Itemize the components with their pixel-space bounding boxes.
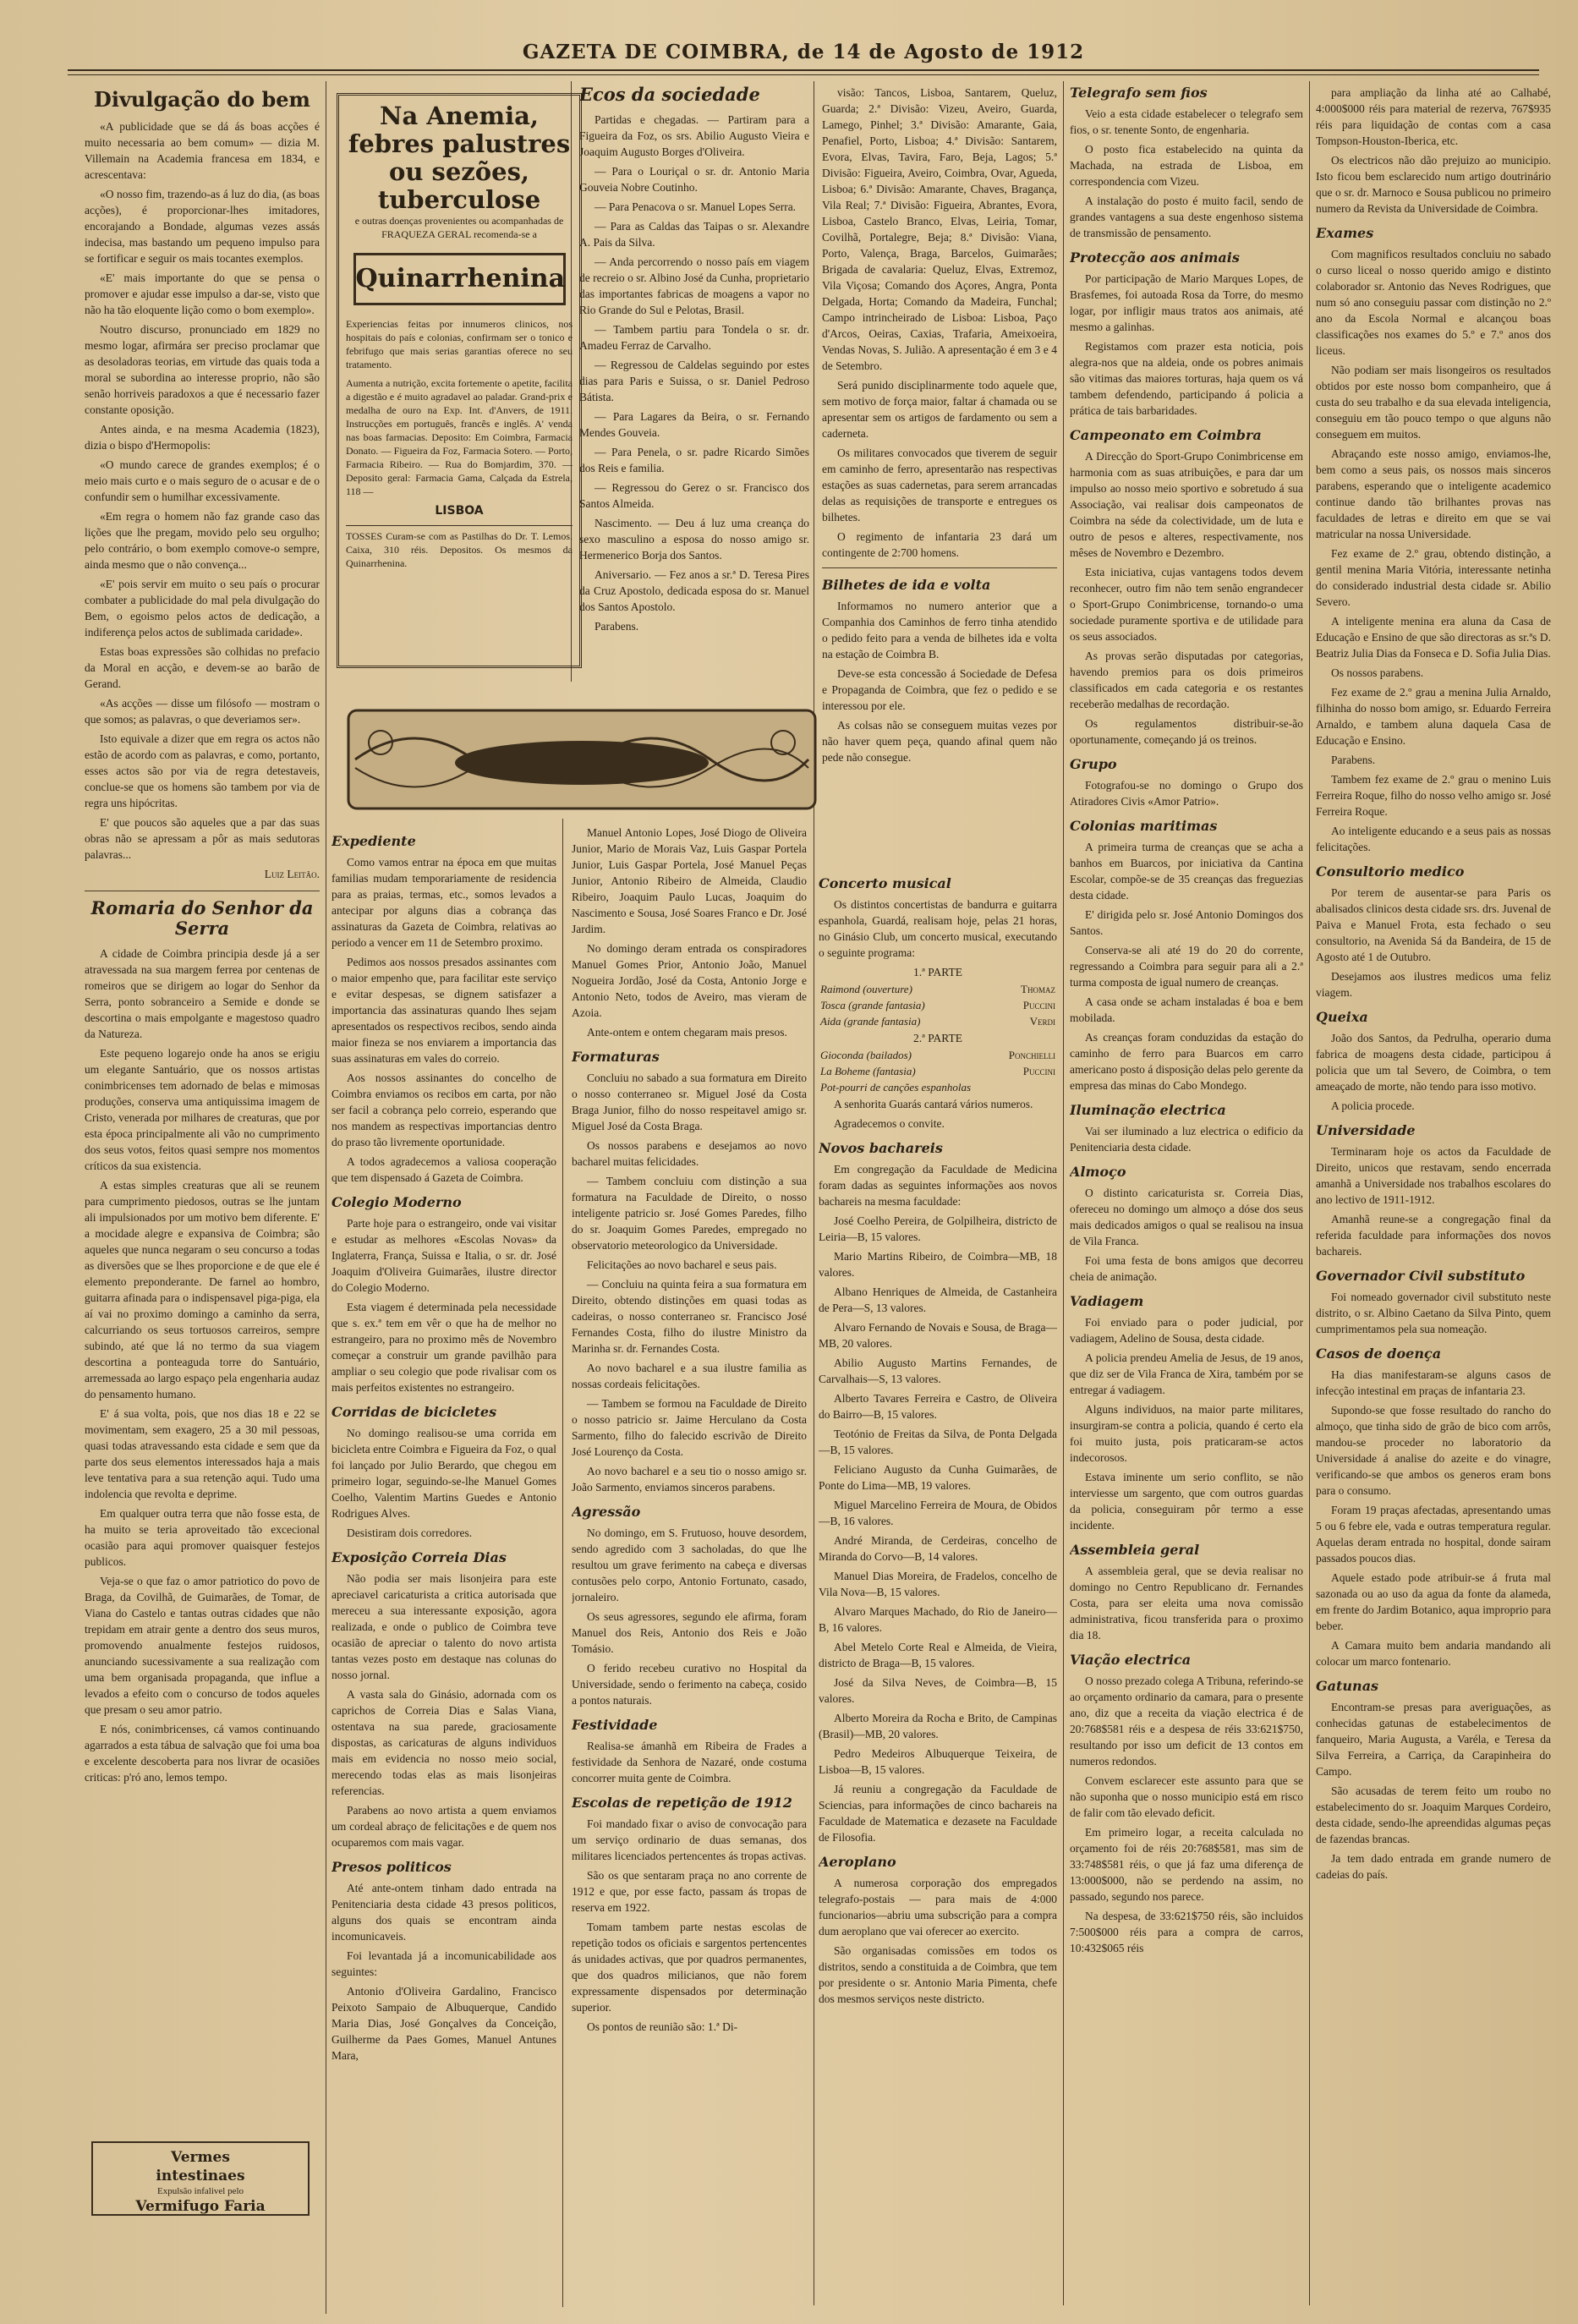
paragraph: — Para Penacova o sr. Manuel Lopes Serra. [594, 200, 797, 213]
paragraph: Agradecemos o convite. [834, 1117, 945, 1130]
ad-line: intestinaes [156, 2168, 245, 2184]
paragraph: «O nosso fim, trazendo-as á luz do dia, (as boas acções), é proporcionar-lhes imitadores, encorajando a Bondade, algumas vezes assás indecisa, mas bastando um pequeno impulso para se fortificar e seguir os mais tocantes exemplos. [85, 188, 320, 265]
paragraph: Esta viagem é determinada pela necessidade que s. ex.ª tem em vêr o que ha de melhor no estrangeiro, para no proximo mês de Novembro começar a construir um grande pavilhão para ampliar o seu colegio que pode rivalisar com os mais perfeitos existentes no estrangeiro. [331, 1301, 556, 1394]
paragraph: Os regulamentos distribuir-se-ão oportunamente, começando já os treinos. [1070, 717, 1303, 746]
paragraph: Veja-se o que faz o amor patriotico do povo de Braga, da Covilhã, de Guimarães, de Tomar, de Viana do Castelo e tantas outras cidades que não trepidam em atrair gente a dentro dos seus muros, promovendo anualmente festejos ruidosos, anunciando sucessivamente a sua realização com uma bem organisada propaganda, que influe a levados a efeito com o concurso de todos aqueles que presam o seu amor patrio. [85, 1575, 320, 1716]
paragraph: Em primeiro logar, a receita calculada no orçamento foi de réis 20:768$581, mas sim de 33:748$581 réis, o que já faz uma diferença de 13:000$000, não se perdendo na assim, no passado, segundo nos parece. [1070, 1826, 1303, 1903]
section-title: Assembleia geral [1070, 1542, 1200, 1558]
paragraph: Desejamos aos ilustres medicos uma feliz viagem. [1316, 970, 1551, 999]
section-title: Colonias maritimas [1070, 818, 1218, 834]
paragraph: «Em regra o homem não faz grande caso das lições que lhe pregam, movido pelo seu orgulho; pelo contrário, o bom exemplo comove-o sempre, ainda mesmo que o não convença... [85, 510, 320, 571]
paragraph: Não podiam ser mais lisongeiros os resultados obtidos por este nosso bom companheiro, que á custa do seu trabalho e da sua elevada inteligencia, conseguiu em tão pouco tempo o que alguns não conseguem em muitos. [1316, 364, 1551, 441]
paragraph: Nascimento. — Deu á luz uma creança do sexo masculino a esposa do nosso amigo sr. Hermenerico Borja dos Santos. [579, 517, 809, 562]
section-title: Festividade [572, 1717, 658, 1733]
paragraph: Alberto Tavares Ferreira e Castro, de Oliveira do Bairro—B, 15 valores. [819, 1392, 1057, 1421]
section-title: Bilhetes de ida e volta [822, 577, 991, 593]
paragraph: Parabens ao novo artista a quem enviamos um cordeal abraço de felicitações e de quem nos ocuparemos com mais vagar. [331, 1804, 556, 1849]
ad-line: Vermifugo Faria [135, 2198, 266, 2215]
paragraph: São acusadas de terem feito um roubo no estabelecimento do sr. Joaquim Marques Cordeiro, desta cidade, sendo-lhe apreendidas algumas peças de fazendas brancas. [1316, 1784, 1551, 1845]
paragraph: «E' pois servir em muito o seu país o procurar combater a publicidade do mal pela divulgação do Bem, o egoismo pelos actos de dedicação, a indiferença pelos actos de sublimada caridade». [85, 578, 320, 639]
paragraph: A instalação do posto é muito facil, sendo de grandes vantagens a sua deste engenhoso sistema de transmissão de pensamento. [1070, 195, 1303, 239]
paragraph: Ante-ontem e ontem chegaram mais presos. [587, 1026, 787, 1039]
program-author: Puccini [1022, 1065, 1055, 1077]
paragraph: — Para o Louriçal o sr. dr. Antonio Maria Gouveia Nobre Coutinho. [579, 165, 809, 194]
section-title: Corridas de bicicletes [331, 1404, 497, 1420]
paragraph: Isto equivale a dizer que em regra os actos não estão de acordo com as palavras, e como, portanto, esses actos são por via de regra detestaveis, conclue-se que os homens são tambem por via de regra uns hipócritas. [85, 732, 320, 809]
paragraph: Teotónio de Freitas da Silva, de Ponta Delgada—B, 15 valores. [819, 1428, 1057, 1456]
paragraph: Será punido disciplinarmente todo aquele que, sem motivo de força maior, faltar á chamada ou se apresentar sem os artigos de fardamento ou sem a caderneta. [822, 379, 1057, 440]
section-title: Formaturas [572, 1049, 660, 1065]
section-title: Expediente [331, 833, 416, 849]
paragraph: E' dirigida pelo sr. José Antonio Domingos dos Santos. [1070, 908, 1303, 937]
paragraph: Parte hoje para o estrangeiro, onde vai visitar e estudar as melhores «Escolas Novas» da Inglaterra, França, Suissa e Italia, o sr. dr. José Joaquim d'Oliveira Guimarães, ilustre director do Colegio Moderno. [331, 1217, 556, 1294]
paragraph: Foi uma festa de bons amigos que decorreu cheia de animação. [1070, 1254, 1303, 1283]
paragraph: Miguel Marcelino Ferreira de Moura, de Obidos—B, 16 valores. [819, 1499, 1057, 1527]
paragraph: Aos nossos assinantes do concelho de Coimbra enviamos os recibos em carta, por não ser facil a cobrança pelo correio, esperando que nos mandem as respectivas importancias dentro do praso tão livremente oportunidade. [331, 1072, 556, 1148]
paragraph: Noutro discurso, pronunciado em 1829 no mesmo logar, afirmára ser preciso proclamar que as desoladoras teorias, em virtude das quais toda a moral se subordina ao interesse proprio, não são senão horriveis paradoxos a que é necessario fazer constante oposição. [85, 323, 320, 416]
paragraph: Pedro Medeiros Albuquerque Teixeira, de Lisboa—B, 15 valores. [819, 1747, 1057, 1776]
paragraph: Alvaro Marques Machado, do Rio de Janeiro—B, 16 valores. [819, 1605, 1057, 1634]
paragraph: Com magnificos resultados concluiu no sabado o curso liceal o nosso querido amigo e distinto colaborador sr. Antonio das Neves Rodrigues, que num só ano conseguiu passar com distinção no 2.º ano da Escola Normal e alcançou boas classificações nos exames do 5.º e 7.º anos dos liceus. [1316, 248, 1551, 357]
column-6 [1070, 85, 1303, 2317]
article-title: Divulgação do bem [94, 87, 310, 112]
paragraph: Aquele estado pode atribuir-se á fruta mal sazonada ou ao uso da agua da fonte da alameda, em frente do Jardim Botanico, aqua improprio para beber. [1316, 1571, 1551, 1632]
top-rule [68, 69, 1539, 75]
paragraph: Como vamos entrar na época em que muitas familias mudam temporariamente de residencia para as praias, termas, etc., somos levados a antecipar por alguns dias a cobrança das assinaturas da Gazeta de Coimbra, relativas ao periodo a vencer em 11 de Setembro proximo. [331, 856, 556, 949]
paragraph: — Tambem concluiu com distinção a sua formatura na Faculdade de Direito, o nosso inteligente patricio sr. José Gomes Paredes, filho do sr. Joaquim Gomes Paredes, empregado no observatorio meteorologico da Universidade. [572, 1175, 807, 1252]
paragraph: Os distintos concertistas de bandurra e guitarra espanhola, Guardá, realisam hoje, pelas 21 horas, no Ginásio Club, um concerto musical, executando o seguinte programa: [819, 898, 1057, 959]
paragraph: Ao novo bacharel e a sua ilustre familia as nossas cordeais felicitações. [572, 1362, 807, 1390]
ad-line: Vermes [171, 2149, 230, 2166]
paragraph: Na despesa, de 33:621$750 réis, são incluidos 7:500$000 réis para a compra de carros, 10:432$065 réis [1070, 1910, 1303, 1954]
paragraph: Alvaro Fernando de Novais e Sousa, de Braga—MB, 20 valores. [819, 1321, 1057, 1350]
paragraph: A casa onde se acham instaladas é boa e bem mobilada. [1070, 995, 1303, 1024]
column-7 [1316, 85, 1551, 2317]
program-work: Pot-pourri de canções espanholas [820, 1081, 972, 1093]
paragraph: «A publicidade que se dá ás boas acções é muito necessaria ao bem comum» — dizia M. Villemain na Academia francesa em 1834, e acrescentava: [85, 120, 320, 181]
paragraph: Ao inteligente educando e a seus pais as nossas felicitações. [1316, 825, 1551, 853]
paragraph: Estas boas expressões são colhidas no prefacio da Moral en acção, e devem-se ao barão de Gerand. [85, 645, 320, 690]
program-author: Verdi [1029, 1015, 1055, 1028]
program-work: Tosca (grande fantasia) [820, 999, 925, 1011]
paragraph: Foi nomeado governador civil substituto neste distrito, o sr. Albino Caetano da Silva Pinto, quem cumprimentamos pela sua nomeação. [1316, 1291, 1551, 1335]
paragraph: Fotografou-se no domingo o Grupo dos Atiradores Civis «Amor Patrio». [1070, 779, 1303, 808]
program-table [819, 1046, 1057, 1096]
paragraph: Amanhã reune-se a congregação final da referida faculdade para informações dos novos bachareis. [1316, 1213, 1551, 1258]
section-title: Telegrafo sem fios [1070, 85, 1208, 101]
section-title: Protecção aos animais [1070, 249, 1240, 266]
paragraph: Os pontos de reunião são: 1.ª Di- [587, 2020, 738, 2033]
program-work: Gioconda (bailados) [820, 1049, 912, 1061]
quinarrhenina-ad [337, 93, 582, 668]
program-part: 1.ª PARTE [913, 966, 962, 978]
paragraph: A assembleia geral, que se devia realisar no domingo no Centro Republicano dr. Fernandes Costa, para ser eleita uma nova comissão administrativa, ficou transferida para o proximo dia 18. [1070, 1565, 1303, 1642]
paragraph: Desistiram dois corredores. [347, 1526, 473, 1539]
paragraph: O ferido recebeu curativo no Hospital da Universidade, sendo o ferimento na cabeça, cosido a pontos naturais. [572, 1662, 807, 1707]
program-row [820, 998, 1055, 1012]
section-title: Exames [1316, 225, 1374, 241]
program-work: La Boheme (fantasia) [820, 1065, 916, 1077]
paragraph: Abel Metelo Corte Real e Almeida, de Vieira, districto de Braga—B, 15 valores. [819, 1641, 1057, 1669]
paragraph: Em qualquer outra terra que não fosse esta, de ha muito se teria aproveitado tão excecional ocasião para aqui promover quaisquer festejos publicos. [85, 1507, 320, 1568]
section-title: Colegio Moderno [331, 1194, 462, 1210]
paragraph: Terminaram hoje os actos da Faculdade de Direito, unicos que restavam, sendo encerrada amanhã a Universidade nos trabalhos escolares do ano lectivo de 1911-1912. [1316, 1145, 1551, 1206]
ad-city: LISBOA [435, 504, 484, 518]
paragraph: Pedimos aos nossos presados assinantes com o maior empenho que, para facilitar este serviço e evitar despesas, se dignem satisfazer a importancia das assinaturas quando lhes sejam apresentados os respectivos recibos, sendo ainda maior fineza se nos enviarem a importancia das suas assinaturas em vales do correio. [331, 956, 556, 1065]
column-3 [331, 825, 556, 2313]
paragraph: Realisa-se ámanhã em Ribeira de Frades a festividade da Senhora de Nazaré, onde costuma concorrer muita gente de Coimbra. [572, 1740, 807, 1784]
paragraph: E' que poucos são aqueles que a par das suas obras não se apressam a pôr as mais sedutoras palavras... [85, 816, 320, 861]
paragraph: Albano Henriques de Almeida, de Castanheira de Pera—S, 13 valores. [819, 1285, 1057, 1314]
paragraph: A vasta sala do Ginásio, adornada com os caprichos de Correia Dias e Salas Viana, ostentava na sua parede, graciosamente dispostas, as caricaturas de alguns individuos mais em evidencia no nosso meio social, merecendo todas elas as mais lisonjeiras referencias. [331, 1688, 556, 1797]
section-title: Aeroplano [819, 1854, 896, 1870]
paragraph: Deve-se esta concessão á Sociedade de Defesa e Propaganda de Coimbra, que fez o pedido e se interessou por ele. [822, 667, 1057, 712]
paragraph: Aniversario. — Fez anos a sr.ª D. Teresa Pires da Cruz Apostolo, dedicada esposa do sr. Manuel dos Santos Apostolo. [579, 568, 809, 613]
paragraph: Antonio d'Oliveira Gardalino, Francisco Peixoto Sampaio de Albuquerque, Candido Maria Dias, José Gonçalves da Conceição, Guilherme da Paes Gomes, Manuel Antunes Mara, [331, 1985, 556, 2062]
paragraph: Feliciano Augusto da Cunha Guimarães, de Ponte do Lima—MB, 19 valores. [819, 1463, 1057, 1492]
section-title: Presos politicos [331, 1859, 452, 1875]
section-title: Agressão [572, 1504, 641, 1520]
paragraph: No domingo, em S. Frutuoso, houve desordem, sendo agredido com 3 sacholadas, do que lhe resultou um grave ferimento na cabeça e diversas contusões pelo corpo, Antonio Fortunato, casado, jornaleiro. [572, 1526, 807, 1603]
paragraph: Os militares convocados que tiverem de seguir em caminho de ferro, apresentarão nas respectivas estações as suas cadernetas, para serem arrancadas delas as requisições de transporte e entregues os bilhetes. [822, 447, 1057, 523]
signature: Luiz Leitão. [264, 868, 320, 880]
paragraph: Por terem de ausentar-se para Paris os abalisados clinicos desta cidade srs. drs. Juvenal de Paiva e Manuel Frota, esta fechado o seu consultorio, na Avenida Sá da Bandeira, de 15 de Agosto até 1 de Outubro. [1316, 886, 1551, 963]
paragraph: Este pequeno logarejo onde ha anos se erigiu um elegante Santuário, que os nossos artistas conimbricenses tem adornado de belas e mimosas produções, conserva uma antiquissima imagem de Cristo, venerada por milhares de creaturas, que por esta época principalmente ali vão no cumprimento dos seus votos, feitos quasi sempre nos momentos críticos da sua existencia. [85, 1047, 320, 1172]
paragraph: Alguns individuos, na maior parte militares, insurgiram-se contra a policia, quando é certo ela foi muito justa, pois praticaram-se actos indecorosos. [1070, 1403, 1303, 1464]
program-table [819, 980, 1057, 1030]
paragraph: Registamos com prazer esta noticia, pois alegra-nos que na aldeia, onde os pobres animais são vitimas das maiores torturas, haja quem os vá tambem defendendo, participando á policia a prática de tais barbaridades. [1070, 340, 1303, 417]
paragraph: Tomam tambem parte nestas escolas de repetição todos os oficiais e sargentos pertencentes ás unidades activas, que por quadros permanentes, que dos quadros milicianos, que não forem expressamente dispensados por determinação superior. [572, 1921, 807, 2014]
paragraph: Não podia ser mais lisonjeira para este apreciavel caricaturista a critica autorisada que mereceu a sua interessante exposição, agora realizada, e onde o publico de Coimbra teve ocasião de apreciar o talento do novo artista tantas vezes posto em destaque nas colunas do nosso jornal. [331, 1572, 556, 1681]
paragraph: — Anda percorrendo o nosso país em viagem de recreio o sr. Albino José da Cunha, proprietario das importantes fabricas de moagens a vapor no Rio Grande do Sul e Pelotas, Brasil. [579, 255, 809, 316]
section-title: Gatunas [1316, 1678, 1379, 1694]
paragraph: Os nossos parabens. [1331, 666, 1424, 679]
paragraph: Felicitações ao novo bacharel e seus pais. [587, 1258, 777, 1271]
paragraph: A senhorita Guarás cantará vários numeros. [834, 1098, 1033, 1110]
paragraph: Esta iniciativa, cujas vantagens todos devem reconhecer, outro fim não tem senão engrandecer o Sport-Grupo Conimbricense, tornando-o uma sociedade puramente sportiva e de utilidade para os seus associados. [1070, 566, 1303, 643]
paragraph: Manuel Dias Moreira, de Fradelos, concelho de Vila Nova—B, 15 valores. [819, 1570, 1057, 1598]
program-author [1000, 1080, 1055, 1094]
paragraph: Foi levantada já a incomunicabilidade aos seguintes: [331, 1949, 556, 1978]
section-title: Vadiagem [1070, 1293, 1144, 1309]
paragraph: Foram 19 praças afectadas, apresentando umas 5 ou 6 febre ele, vada e outras temperatura regular. Aquelas deram entrada no hospital, donde sairam passados poucos dias. [1316, 1504, 1551, 1565]
paragraph: — Para as Caldas das Taipas o sr. Alexandre A. Pais da Silva. [579, 220, 809, 249]
paragraph: — Tambem partiu para Tondela o sr. dr. Amadeu Ferraz de Carvalho. [579, 323, 809, 352]
column-3-top [579, 85, 809, 677]
paragraph: «E' mais importante do que se pensa o promover e ajudar esse impulso a dar-se, visto que não ha tão eloquente lição como o bom exemplo». [85, 271, 320, 316]
paragraph: Os seus agressores, segundo ele afirma, foram Manuel dos Reis, Antonio dos Reis e João Tomásio. [572, 1610, 807, 1655]
paragraph: São organisadas comissões em todos os distritos, sendo a constituida a de Coimbra, que tem por presidente o sr. Antonio Maria Pimenta, chefe dos mesmos serviços neste districto. [819, 1944, 1057, 2005]
program-author: Puccini [1022, 999, 1055, 1011]
column-1 [85, 85, 320, 2131]
section-title: Almoço [1070, 1164, 1126, 1180]
section-title: Concerto musical [819, 875, 951, 891]
section-title: Casos de doença [1316, 1346, 1442, 1362]
paragraph: Em congregação da Faculdade de Medicina foram dadas as seguintes informações aos novos bachareis na mesma faculdade: [819, 1163, 1057, 1208]
paragraph: A primeira turma de creanças que se acha a banhos em Buarcos, por iniciativa da Cantina Escolar, compõe-se de 35 creanças das freguezias desta cidade. [1070, 841, 1303, 902]
ad-brand: Quinarrhenina [353, 253, 566, 305]
paragraph: Fez exame de 2.º grau a menina Julia Arnaldo, filhinha do nosso bom amigo, sr. Eduardo Ferreira Arnaldo, e tambem aluna daquela Casa de Educação e Ensino. [1316, 686, 1551, 747]
program-part: 2.ª PARTE [913, 1032, 962, 1044]
paragraph: Informamos no numero anterior que a Companhia dos Caminhos de ferro tinha atendido o pedido feito para a venda de bilhetes ida e volta na estação de Coimbra B. [822, 600, 1057, 660]
paragraph: Tambem fez exame de 2.º grau o menino Luis Ferreira Roque, filho do nosso velho amigo sr. José Ferreira Roque. [1316, 773, 1551, 818]
program-author: Ponchielli [1008, 1049, 1055, 1061]
section-title: Universidade [1316, 1122, 1416, 1138]
paragraph: Encontram-se presas para averiguações, as conhecidas gatunas de estabelecimentos de fanqueiro, Maria Augusta, a Varéla, e Teresa da Silva Ferreira, a Carriça, da Carapinheira do Campo. [1316, 1701, 1551, 1778]
section-title: Iluminação electrica [1070, 1102, 1226, 1118]
paragraph: As creanças foram conduzidas da estação do caminho de ferro para Buarcos em carro americano posto á disposição delas pelo gerente da empresa das minas do Cabo Mondego. [1070, 1031, 1303, 1092]
paragraph: O posto fica estabelecido na quinta da Machada, na estrada de Lisboa, em correspondencia com Vizeu. [1070, 143, 1303, 188]
paragraph: Estava iminente um serio conflito, se não interviesse um sargento, que com outros guardas da policia, conseguiram pôr termo a esse incidente. [1070, 1471, 1303, 1532]
paragraph: Foi enviado para o poder judicial, por vadiagem, Adelino de Sousa, desta cidade. [1070, 1316, 1303, 1345]
column-rule [1309, 81, 1310, 2305]
section-title: Governador Civil substituto [1316, 1268, 1526, 1284]
paragraph: Fez exame de 2.º grau, obtendo distinção, a gentil menina Maria Vitória, interessante netinha do considerado industrial desta cidade sr. Abilio Severo. [1316, 547, 1551, 608]
program-row [820, 1080, 1055, 1094]
paragraph: E nós, conimbricenses, cá vamos continuando agarrados a esta tábua de salvação que foi uma boa e excelente descoberta para nos livrar de ocasiões criticas: p'ró ano, lemos tempo. [85, 1723, 320, 1784]
column-5 [819, 867, 1057, 2313]
paragraph: Ha dias manifestaram-se alguns casos de infecção intestinal em praças de infantaria 23. [1316, 1368, 1551, 1397]
paragraph: «O mundo carece de grandes exemplos; é o meio mais curto e o mais seguro de o acusar e de o confundir sem o humilhar excessivamente. [85, 458, 320, 503]
paragraph: As colsas não se conseguem muitas vezes por não haver quem peça, quando afinal quem não pede não consegue. [822, 719, 1057, 764]
paragraph: Conserva-se ali até 19 do 20 do corrente, regressando a Coimbra para seguir para ali a 2.ª turma composta de igual numero de creanças. [1070, 944, 1303, 989]
program-row [820, 1048, 1055, 1062]
ornament-banner [347, 709, 817, 810]
paragraph: A Direcção do Sport-Grupo Conimbricense em harmonia com as suas atribuições, e para dar um impulso ao nosso meio sportivo e sobretudo á sua Associação, vai realisar dois campeonatos de Coimbra na séde da colectividade, um de luta e outro de pesos e alteres, respectivamente, nos mêses de Novembro e Dezembro. [1070, 450, 1303, 559]
paragraph: As provas serão disputadas por categorias, havendo premios para os dois primeiros classificados em cada categoria e os restantes receberão medalhas de recordação. [1070, 650, 1303, 710]
paragraph: André Miranda, de Cerdeiras, concelho de Miranda do Corvo—B, 14 valores. [819, 1534, 1057, 1563]
paragraph: José Coelho Pereira, de Golpilheira, districto de Leiria—B, 15 valores. [819, 1214, 1057, 1243]
program-author: Thomaz [1021, 983, 1055, 995]
paragraph: — Regressou do Gerez o sr. Francisco dos Santos Almeida. [579, 481, 809, 510]
paragraph: — Tambem se formou na Faculdade de Direito o nosso patricio sr. Jaime Herculano da Costa Sarmento, filho do falecido escrivão de Direito José Lourenço da Costa. [572, 1397, 807, 1458]
paragraph: Mario Martins Ribeiro, de Coimbra—MB, 18 valores. [819, 1250, 1057, 1279]
paragraph: Antes ainda, e na mesma Academia (1823), dizia o bispo d'Hermopolis: [85, 423, 320, 452]
paragraph: Os electricos não dão prejuizo ao municipio. Isto ficou bem esclarecido num artigo doutrinário que o sr. dr. Marnoco e Sousa publicou no primeiro numero da Revista da Universidade de Coimbra. [1316, 154, 1551, 215]
column-rule [562, 819, 563, 2307]
paragraph: — Para Lagares da Beira, o sr. Fernando Mendes Gouveia. [579, 410, 809, 439]
paragraph: A todos agradecemos a valiosa cooperação que tem dispensado á Gazeta de Coimbra. [331, 1155, 556, 1184]
ad-body: Aumenta a nutrição, excita fortemente o apetite, facilita a digestão e é muito agradavel ao paladar. Grand-prix e medalha de ouro na Exp. Int. d'Anvers, de 1911. Instrucções em português, francês e inglês. A' venda nas boas farmacias. Deposito: Em Coimbra, Farmacia Donato. — Figueira da Foz, Farmacia Sotero. — Porto, Farmacia Ribeiro. — Rua do Bomjardim, 370. — Deposito geral: Farmacia Gama, Calçada da Estrela, 118 — [346, 377, 573, 497]
section-title: Escolas de repetição de 1912 [572, 1795, 792, 1811]
paragraph: Veio a esta cidade estabelecer o telegrafo sem fios, o sr. tenente Sonto, de engenharia. [1070, 107, 1303, 136]
paragraph: Alberto Moreira da Rocha e Brito, de Campinas (Brasil)—MB, 20 valores. [819, 1712, 1057, 1740]
paragraph: Até ante-ontem tinham dado entrada na Penitenciaria desta cidade 43 presos politicos, alguns dos quais se encontram ainda incomunicaveis. [331, 1882, 556, 1943]
program-row [820, 1064, 1055, 1078]
paragraph: Convem esclarecer este assunto para que se não suponha que o nosso municipio está em risco de falir com tão elevado deficit. [1070, 1774, 1303, 1819]
masthead: GAZETA DE COIMBRA, de 14 de Agosto de 1912 [522, 41, 1085, 63]
paragraph: A policia prendeu Amelia de Jesus, de 19 anos, que diz ser de Vila Franca de Xira, também por se entregar á vadiagem. [1070, 1351, 1303, 1396]
article-title: Romaria do Senhor da Serra [90, 897, 314, 939]
column-4 [572, 825, 807, 2313]
section-title: Queixa [1316, 1009, 1368, 1025]
paragraph: A cidade de Coimbra principia desde já a ser atravessada na sua margem ferrea por centenas de romeiros que se dirigem ao logar do Senhor da Serra, ponto sobranceiro a Semide e donde se descortina o mais empolgante e magestoso quadro da Natureza. [85, 947, 320, 1040]
paragraph: Abilio Augusto Martins Fernandes, de Carvalhais—S, 13 valores. [819, 1357, 1057, 1385]
paragraph: Supondo-se que fosse resultado do rancho do almoço, que tinha sido de grão de bico com arrôs, mandou-se proceder no laboratorio da Universidade á analise do azeite e do vinagre, verificando-se que ambos os generos eram bons para o consumo. [1316, 1404, 1551, 1497]
program-work: Aida (grande fantasia) [820, 1015, 921, 1028]
ad-subtitle: e outras doenças provenientes ou acompanhadas de FRAQUEZA GERAL recomenda-se a [354, 215, 564, 240]
paragraph: Por participação de Mario Marques Lopes, de Brasfemes, foi autoada Rosa da Torre, do mesmo logar, por infligir maus tratos aos animais, até mesmo a galinhas. [1070, 272, 1303, 333]
paragraph: Os nossos parabens e desejamos ao novo bacharel muitas felicidades. [572, 1139, 807, 1168]
paragraph: Ja tem dado entrada em grande numero de cadeias do país. [1316, 1852, 1551, 1881]
paragraph: No domingo realisou-se uma corrida em bicicleta entre Coimbra e Figueira da Foz, o qual foi lançado por Julio Berardo, que chegou em primeiro logar, seguindo-se-lhe Manuel Gomes Coelho, Valentim Martins Guedes e Antonio Rodrigues Alves. [331, 1427, 556, 1520]
paragraph: Manuel Antonio Lopes, José Diogo de Oliveira Junior, Mario de Morais Vaz, Luis Gaspar Portela Junior, Luis Gaspar Portela, José Manuel Peças Junior, Antonio Ribeiro de Almeida, Claudio Ribeiro, Joaquim Paulo Lucas, Joaquim do Nascimento e Sousa, José Soares Franco e Dr. José Jardim. [572, 826, 807, 935]
paragraph: Parabens. [1331, 754, 1376, 766]
column-rule [1063, 81, 1064, 2305]
paragraph: — Regressou de Caldelas seguindo por estes dias para Paris e Suissa, o sr. Daniel Pedroso Bátista. [579, 359, 809, 403]
paragraph: Ao novo bacharel e a seu tio o nosso amigo sr. João Sarmento, enviamos sinceros parabens. [572, 1465, 807, 1494]
section-title: Novos bachareis [819, 1140, 943, 1156]
section-title: Grupo [1070, 756, 1117, 772]
paragraph: José da Silva Neves, de Coimbra—B, 15 valores. [819, 1676, 1057, 1705]
paragraph: Parabens. [594, 620, 639, 633]
paragraph: Abraçando este nosso amigo, enviamos-lhe, bem como a seus pais, os nossos mais sinceros parabens, esperando que o inteligente academico continue dando tão brilhantes provas nas faculdades de letras e direito em que se vai matricular na nossa Universidade. [1316, 447, 1551, 540]
section-title: Exposição Correia Dias [331, 1549, 507, 1565]
paragraph: No domingo deram entrada os conspiradores Manuel Gomes Prior, Antonio João, Manuel Nogueira Jordão, José da Costa, Antonio Jorge e Antonio Neto, todos de Aveiro, mas vieram de Azoia. [572, 942, 807, 1019]
paragraph: Partidas e chegadas. — Partiram para a Figueira da Foz, os srs. Abilio Augusto Vieira e Joaquim Augusto Borges d'Oliveira. [579, 113, 809, 158]
ad-experiences: Experiencias feitas por innumeros clinicos, nos hospitais do país e colonias, confirmam ser o tonico e febrifugo que mais serias garantias oferece no seu tratamento. [346, 318, 573, 370]
section-title: Consultorio medico [1316, 863, 1465, 880]
paragraph: Concluiu no sabado a sua formatura em Direito o nosso conterraneo sr. Miguel José da Costa Braga Junior, filho do nosso respeitavel amigo sr. Miguel José da Costa Braga. [572, 1072, 807, 1132]
paragraph: A inteligente menina era aluna da Casa de Educação e Ensino de que são directoras as sr.ªs D. Beatriz Julia Dias da Fonseca e D. Sofia Julia Dias. [1316, 615, 1551, 660]
paragraph: O nosso prezado colega A Tribuna, referindo-se ao orçamento ordinario da camara, para o presente ano, diz que a receita da viação electrica é de 20:768$581 réis e a despesa de réis 33:621$750, resultando por isso um deficit de 13 contos em numeros redondos. [1070, 1674, 1303, 1768]
section-title: Ecos da sociedade [579, 85, 760, 105]
section-title: Campeonato em Coimbra [1070, 427, 1262, 443]
program-work: Raimond (ouverture) [820, 983, 912, 995]
paragraph: visão: Tancos, Lisboa, Santarem, Queluz, Guarda; 2.ª Divisão: Vizeu, Aveiro, Guarda, Lamego, Pinhel; 3.ª Divisão: Amarante, Gaia, Penafiel, Porto, Lisboa; 4.ª Divisão: Santarem, Evora, Elvas, Tavira, Faro, Beja, Lagos; 5.ª Divisão: Figueira, Aveiro, Coimbra, Ovar, Agueda, Lisboa; 6.ª Divisão: Amarante, Chaves, Bragança, Vila Real; 7.ª Divisão: Figueira, Abrantes, Evora, Lisboa, Castelo Branco, Elvas, Leiria, Tomar, Covilhã, Portalegre, Beja; 8.ª Divisão: Viana, Porto, Valença, Braga, Barcelos, Guimarães; Brigada de cavalaria: Queluz, Elvas, Extremoz, Vila Viçosa; Comando dos Açores, Angra, Ponta Delgada, Horta; Comando da Madeira, Funchal; Campo intrincheirado de Lisboa: Lisboa, Paço d'Arcos, Oeiras, Caxias, Trafaria, Ameixoeira, Vendas Novas, S. Julião. A apresentação é em 3 e 4 de Setembro. [822, 86, 1057, 372]
vermifugo-ad [91, 2141, 310, 2216]
paragraph: Foi mandado fixar o aviso de convocação para um serviço ordinario de duas semanas, dos militares licenciados pertencentes ás tropas activas. [572, 1817, 807, 1862]
section-title: Viação electrica [1070, 1652, 1192, 1668]
paragraph: São os que sentaram praça no ano corrente de 1912 e que, por esse facto, passam ás tropas de reserva em 1922. [572, 1869, 807, 1914]
divider [822, 567, 1057, 568]
paragraph: — Para Penela, o sr. padre Ricardo Simões dos Reis e familia. [579, 446, 809, 474]
ad-tosses: TOSSES Curam-se com as Pastilhas do Dr. T. Lemos. Caixa, 310 réis. Depositos. Os mesmos da Quinarrhenina. [346, 525, 573, 570]
program-row [820, 982, 1055, 996]
paragraph: A estas simples creaturas que ali se reunem para cumprimento piedosos, outras se lhe juntam ali impulsionados por um motivo bem diferente. E' a mocidade alegre e expansiva de Coimbra; são aqueles que nunca negaram o seu concurso a todas as diversões que se lhes proporcione e de que ele é elemento preponderante. De farnel ao hombro, guitarra afinada para o indispensavel piga-piga, ela aí vai no proximo domingo a caminho da serra, calcurriando os seus tortuosos carreiros, sempre subindo, até que lá no termo da sua viagem descortina a ponteaguda torre do Santuário, arremessada ao largo espaço pela engenharia audaz do pensamento humano. [85, 1179, 320, 1400]
ad-line: Expulsão infalivel pelo [156, 2186, 244, 2196]
paragraph: A numerosa corporação dos empregados telegrafo-postais — para mais de 4:000 funcionarios—abriu uma subscrição para a compra dum aeroplano que vai oferecer ao exercito. [819, 1877, 1057, 1938]
paragraph: Já reuniu a congregação da Faculdade de Sciencias, para informações de cinco bachareis na Faculdade de Matematica e dezasete na Faculdade de Filosofia. [819, 1783, 1057, 1844]
paragraph: A policia procede. [1331, 1099, 1415, 1112]
paragraph: Vai ser iluminado a luz electrica o edificio da Penitenciaria desta cidade. [1070, 1125, 1303, 1154]
paragraph: João dos Santos, da Pedrulha, operario duma fabrica de moagens desta cidade, participou á policia que um tal Severo, de Coimbra, o tem ameaçado de morte, não tendo para isso motivo. [1316, 1032, 1551, 1093]
ad-headline: Na Anemia, febres palustres ou sezões, tuberculose [348, 101, 571, 214]
paragraph: E' á sua volta, pois, que nos dias 18 e 22 se movimentam, sem exagero, 25 a 30 mil pessoas, quasi todas atravessando esta cidade e sem que da parte dos seus elementos interessados haja a mais leve tentativa para a sua retenção aqui. Tudo uma indolencia que revolta e deprime. [85, 1407, 320, 1500]
paragraph: O regimento de infantaria 23 dará um contingente de 2:700 homens. [822, 530, 1057, 559]
paragraph: — Concluiu na quinta feira a sua formatura em Direito, obtendo distinções em quasi todas as cadeiras, o nosso conterraneo sr. Francisco José Fernandes Costa, filho do ilustre Ministro da Marinha sr. dr. Fernandes Costa. [572, 1278, 807, 1355]
column-4-top [822, 85, 1057, 812]
paragraph: para ampliação da linha até ao Calhabé, 4:000$000 réis para material de rezerva, 767$935 réis para liquidação de contas com a casa Tompson-Houston-Iberica, etc. [1316, 86, 1551, 147]
paragraph: «As acções — disse um filósofo — mostram o que somos; as palavras, o que deveriamos ser». [85, 697, 320, 726]
program-row [820, 1014, 1055, 1028]
paragraph: A Camara muito bem andaria mandando ali colocar um marco fontenario. [1316, 1639, 1551, 1668]
paragraph: O distinto caricaturista sr. Correia Dias, ofereceu no domingo um almoço a dóse dos seus mais dedicados amigos o qual se realisou na insua de Vila Franca. [1070, 1187, 1303, 1247]
